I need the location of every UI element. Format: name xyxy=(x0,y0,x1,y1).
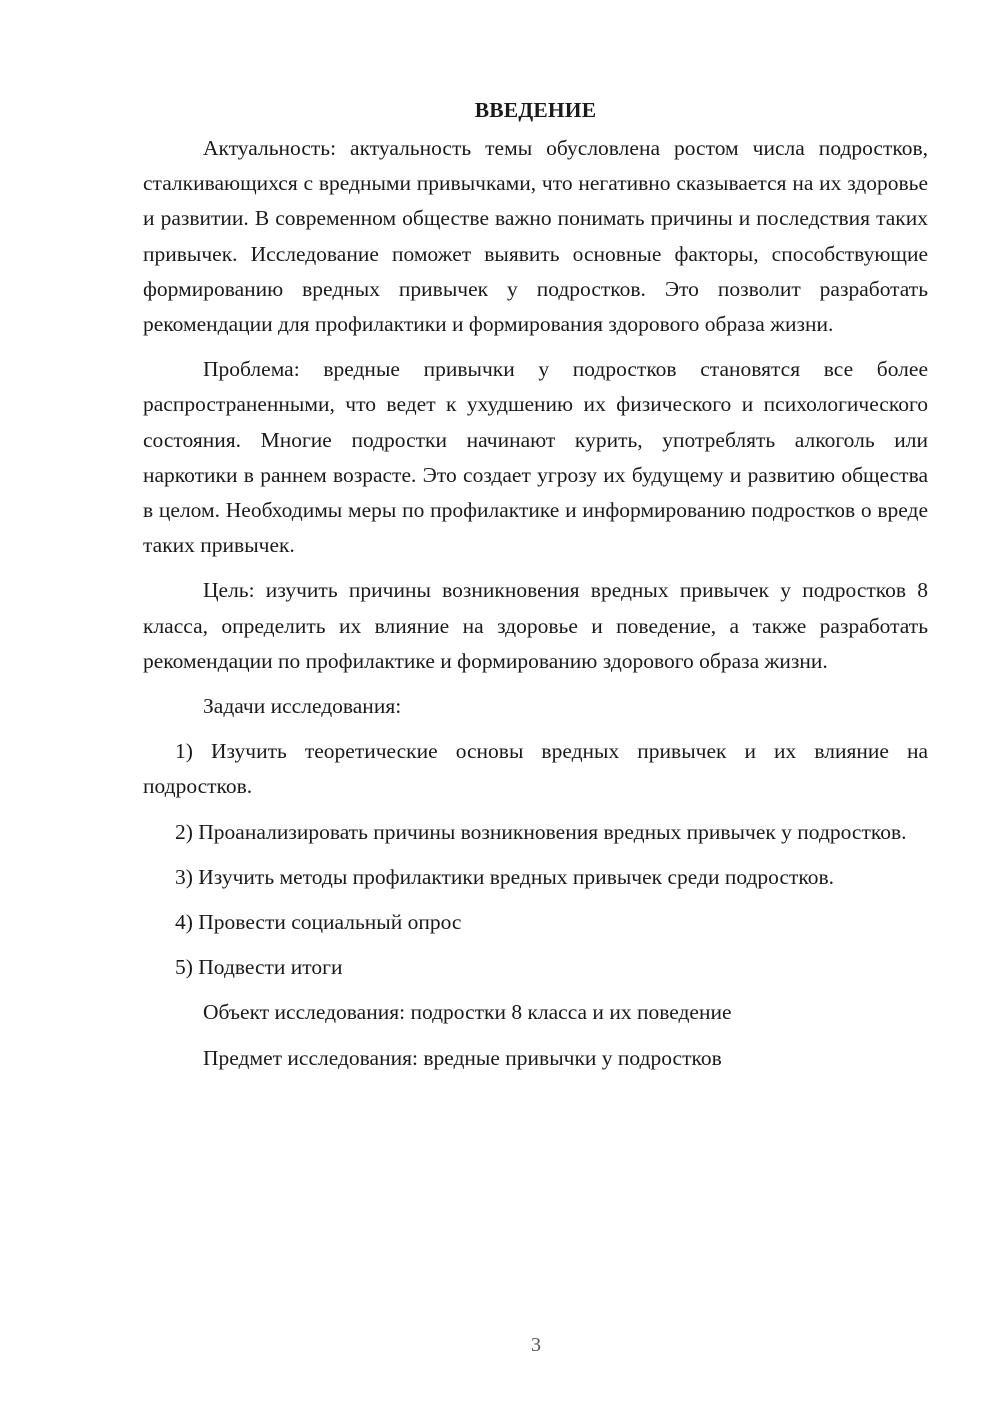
section-heading: ВВЕДЕНИЕ xyxy=(474,98,597,122)
task-item: 2) Проанализировать причины возникновения вредных привычек у подростков. xyxy=(175,819,907,844)
task-item: 1) Изучить теоретические основы вредных привычек и их влияние на подростков. xyxy=(143,739,928,799)
problem-paragraph: Проблема: вредные привычки у подростков становятся все более распространенными, что ведет к ухудшению их физического и психологического состояния. Многие подростки начинают курить, употреблять алкоголь или наркотики в раннем возрасте. Это создает угрозу их будущему и развитию общества в целом. Необходимы меры по профилактике и информированию подростков о вреде таких привычек. xyxy=(143,357,928,558)
task-item: 5) Подвести итоги xyxy=(175,955,343,980)
task-item: 4) Провести социальный опрос xyxy=(175,910,462,935)
relevance-paragraph: Актуальность: актуальность темы обусловлена ростом числа подростков, сталкивающихся с вредными привычками, что негативно сказывается на их здоровье и развитии. В современном обществе важно понимать причины и последствия таких привычек. Исследование поможет выявить основные факторы, способствующие формированию вредных привычек у подростков. Это позволит разработать рекомендации для профилактики и формирования здорового образа жизни. xyxy=(143,136,928,337)
goal-paragraph: Цель: изучить причины возникновения вредных привычек у подростков 8 класса, определить их влияние на здоровье и поведение, а также разработать рекомендации по профилактике и формированию здорового образа жизни. xyxy=(143,578,928,673)
research-object: Объект исследования: подростки 8 класса и их поведение xyxy=(203,1000,732,1025)
research-subject: Предмет исследования: вредные привычки у подростков xyxy=(203,1045,722,1070)
page-number: 3 xyxy=(531,1334,541,1356)
tasks-title: Задачи исследования: xyxy=(203,694,402,719)
task-item: 3) Изучить методы профилактики вредных привычек среди подростков. xyxy=(175,864,835,889)
document-page xyxy=(143,92,928,1086)
